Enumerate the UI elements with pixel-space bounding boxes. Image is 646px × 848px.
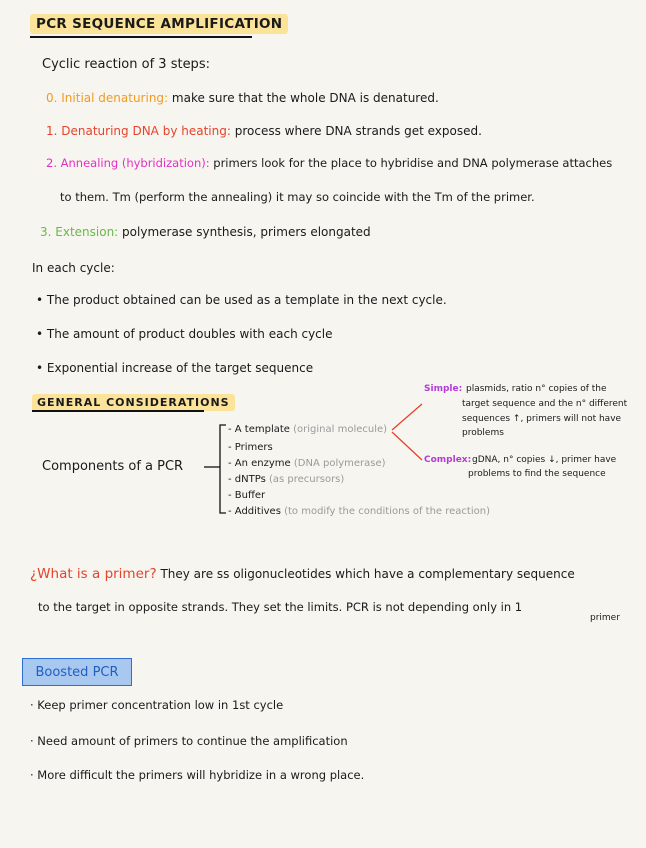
component-dntps-note: (as precursors): [268, 474, 345, 485]
components-label: Components of a PCR: [42, 459, 184, 474]
component-enzyme-note: (DNA polymerase): [293, 458, 386, 469]
step-0-text: make sure that the whole DNA is denatured.: [171, 91, 439, 105]
each-cycle-heading: In each cycle:: [32, 261, 115, 275]
complex-connector: [392, 432, 422, 460]
component-template-note: (original molecule): [293, 424, 388, 435]
bullet-1: • The product obtained can be used as a template in the next cycle.: [36, 293, 447, 307]
primer-answer-1: They are ss oligonucleotides which have a complementary sequence: [160, 567, 575, 581]
simple-line-4: problems: [462, 428, 504, 438]
simple-line-2: target sequence and the n° different: [462, 399, 628, 409]
step-3-text: polymerase synthesis, primers elongated: [122, 225, 371, 239]
simple-label: Simple:: [424, 384, 463, 394]
component-enzyme-name: - An enzyme: [228, 458, 291, 469]
component-additives: [228, 506, 490, 517]
component-dntps-name: - dNTPs: [228, 474, 266, 485]
simple-connector: [392, 404, 422, 430]
simple-line-3: sequences ↑, primers will not have: [462, 414, 622, 424]
step-2-text: primers look for the place to hybridise and DNA polymerase attaches: [213, 156, 613, 170]
page-title: PCR SEQUENCE AMPLIFICATION: [30, 14, 288, 34]
component-template-name: - A template: [228, 424, 290, 435]
complex-line-1: gDNA, n° copies ↓, primer have: [472, 455, 617, 465]
step-1-text: process where DNA strands get exposed.: [234, 124, 482, 138]
complex-line-2: problems to find the sequence: [468, 469, 606, 479]
component-buffer-name: - Buffer: [228, 490, 266, 501]
general-considerations-heading: GENERAL CONSIDERATIONS: [32, 394, 235, 411]
primer-question-line: [30, 566, 575, 582]
component-additives-note: (to modify the conditions of the reaction): [284, 506, 490, 517]
component-primers: [228, 442, 273, 453]
component-template: [228, 424, 387, 435]
components-bracket: [220, 425, 226, 513]
step-1-label: 1. Denaturing DNA by heating:: [46, 124, 231, 138]
boosted-item-3: · More difficult the primers will hybridize in a wrong place.: [30, 768, 365, 782]
step-3-label: 3. Extension:: [40, 225, 119, 239]
boosted-item-2: · Need amount of primers to continue the amplification: [30, 734, 348, 748]
primer-answer-note: primer: [590, 613, 620, 623]
component-additives-name: - Additives: [228, 506, 281, 517]
bullet-3: • Exponential increase of the target sequence: [36, 361, 314, 375]
simple-line-1: plasmids, ratio n° copies of the: [466, 384, 607, 394]
complex-label: Complex:: [424, 455, 472, 465]
primer-question: ¿What is a primer?: [30, 566, 157, 582]
component-enzyme: [228, 458, 386, 469]
intro-text: Cyclic reaction of 3 steps:: [42, 57, 210, 72]
step-2-continued: to them. Tm (perform the annealing) it may so coincide with the Tm of the primer.: [60, 190, 535, 204]
component-dntps: [228, 474, 344, 485]
component-buffer: [228, 490, 265, 501]
step-2-label: 2. Annealing (hybridization):: [46, 156, 210, 170]
bullet-2: • The amount of product doubles with each cycle: [36, 327, 333, 341]
component-primers-name: - Primers: [228, 442, 273, 453]
boosted-item-1: · Keep primer concentration low in 1st cycle: [30, 698, 284, 712]
boosted-pcr-heading: Boosted PCR: [22, 658, 132, 686]
primer-answer-2: to the target in opposite strands. They set the limits. PCR is not depending only in 1: [38, 600, 523, 614]
step-0-label: 0. Initial denaturing:: [46, 91, 169, 105]
